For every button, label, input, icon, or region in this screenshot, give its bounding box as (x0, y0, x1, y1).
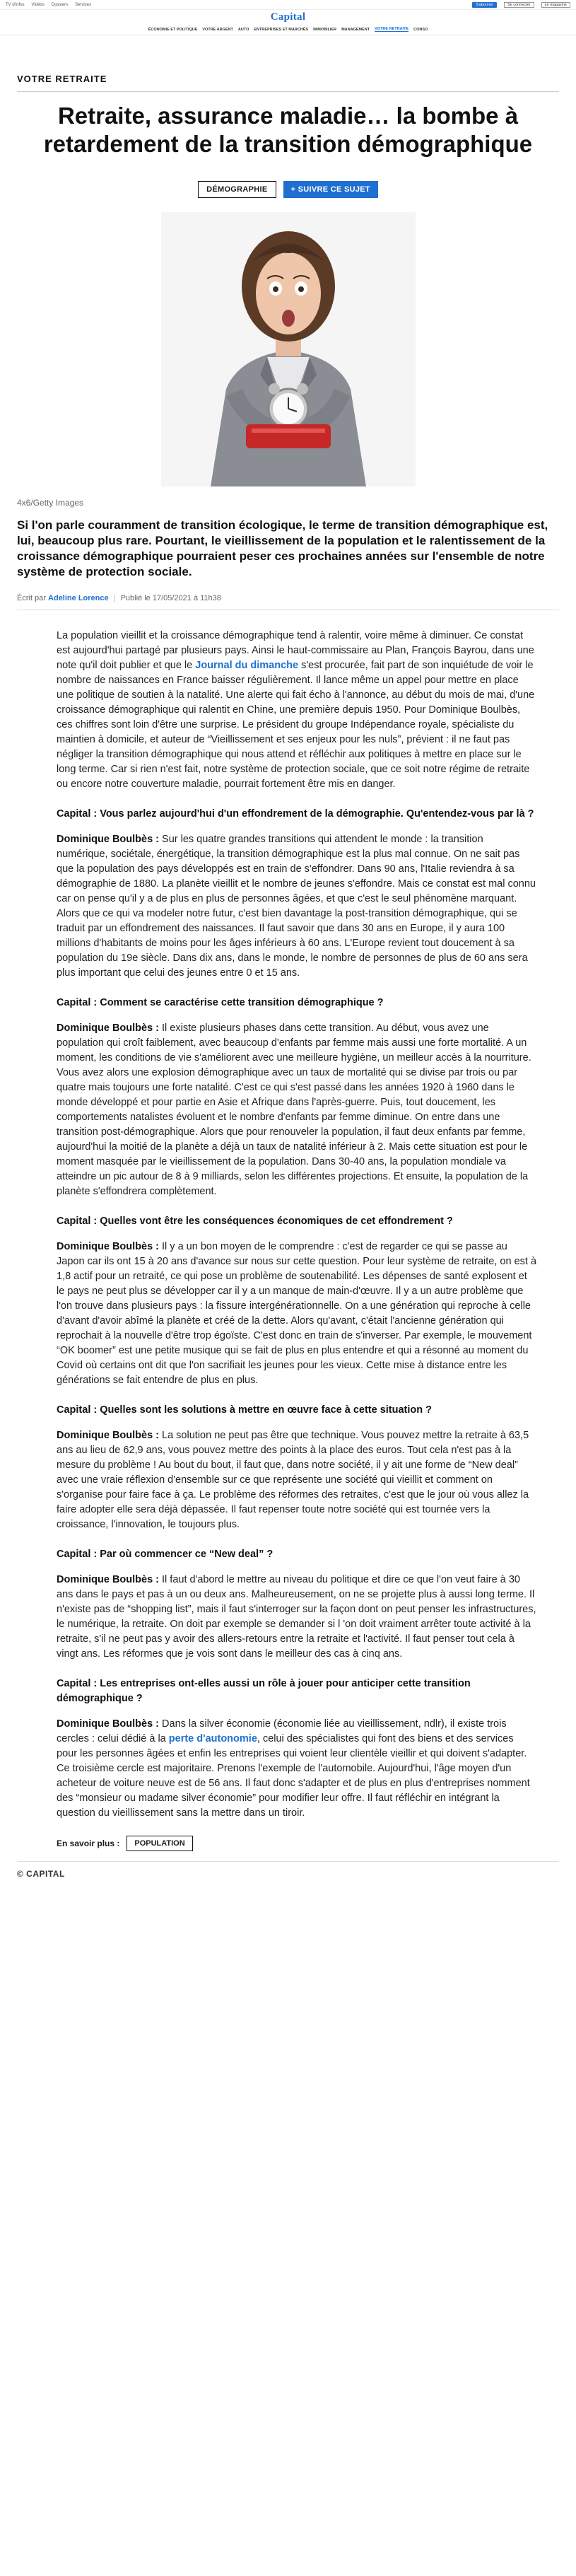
photo-illustration (161, 212, 416, 486)
section-label[interactable]: VOTRE RETRAITE (17, 74, 107, 84)
footer-copyright: © CAPITAL (17, 1869, 65, 1879)
topic-row (17, 181, 559, 198)
speaker-name: Dominique Boulbès : (57, 1574, 159, 1585)
nav-item[interactable]: CONSO (413, 27, 428, 32)
article-photo (161, 212, 416, 486)
utility-link[interactable]: TV d'infos (6, 2, 25, 7)
site-logo[interactable]: Capital (270, 11, 306, 23)
utility-link[interactable]: Services (75, 2, 92, 7)
related-topics (0, 1836, 576, 1851)
byline (17, 594, 559, 602)
follow-topic-button[interactable]: + SUIVRE CE SUJET (283, 181, 378, 198)
nav-item[interactable]: AUTO (237, 27, 249, 32)
nav-item[interactable]: IMMOBILIER (313, 27, 337, 32)
speaker-name: Dominique Boulbès : (57, 834, 159, 845)
byline-prefix: Écrit par (17, 594, 46, 602)
publish-date: Publié le 17/05/2021 à 11h38 (120, 594, 221, 602)
masthead (0, 10, 576, 24)
byline-separator: | (113, 594, 116, 602)
related-tag[interactable]: POPULATION (127, 1836, 192, 1851)
interview-answer: Dominique Boulbès : La solution ne peut pas être que technique. Vous pouvez mettre la retraite à 63,5 ans au lieu de 62,9 ans, vous pouvez mettre des points à la place des euros. Tout cela n'est pas à la mesure du problème ! Au bout du bout, il faut que, dans notre société, il y ait une forme de “New deal” avec une vraie réflexion d'ensemble sur ce que représente une société qui vieillit et comment on s'organise pour faire face à ça. Le problème des réformes des retraites, c'est que le jour où vous allez la faire adopter elle sera déjà dépassée. Il faut repenser toute notre société qui est tournée vers la croissance, l'innovation, le toujours plus. (57, 1430, 529, 1530)
intro-paragraph: La population vieillit et la croissance démographique tend à ralentir, voire même à diminuer. Ce constat est aujourd'hui partagé par plusieurs pays. Ainsi le haut-commissaire au Plan, François Bayrou, dans une note qu'il doit publier et que le Journal du dimanche s'est procurée, fait part de son inquiétude de voir le nombre de naissances en France baisser régulièrement. Il lance même un appel pour mettre en place une politique de soutien à la natalité. Une alerte qui fait écho à l'annonce, au début du mois de mai, d'une croissance démographique qui ralentit en Chine, une première depuis 1950. Pour Dominique Boulbès, ces chiffres sont loin d'être une surprise. Le président du groupe Indépendance royale, spécialiste du maintien à domicile, et auteur de “Vieillissement et ses enjeux pour les nuls”, prévient : il ne faut pas négliger la transition démographique qui nous attend et réfléchir aux politiques à mettre en place sur le long terme. Car si rien n'est fait, notre système de protection sociale, que ce soit notre régime de retraite ou encore notre couverture maladie, pourrait fortement être mis en danger. (57, 630, 535, 790)
interview-answer: Dominique Boulbès : Il existe plusieurs phases dans cette transition. Au début, vous avez une population qui croît faiblement, avec beaucoup d'enfants par femme mais aussi une forte mortalité. A un moment, les conditions de vie s'améliorent avec une meilleure hygiène, un meilleur accès à la nourriture. Vous avez alors une explosion démographique avec un taux de mortalité qui se divise par trois ou par quatre mais toujours une forte natalité. C'est ce qui s'est passé dans les années 1920 à 1960 dans le monde développé et pour partie en Asie et Afrique dans l'après-guerre. Puis, tout doucement, les comportements natalistes évoluent et le nombre d'enfants par femme diminue. On entre dans une transition post-démographique. Alors que pour renouveler la population, il faut deux enfants par femme, aujourd'hui la moitié de la planète a déjà un taux de natalité inférieur à 2. Mais cette situation est pour le moment masquée par le vieillissement de la population. Dans 30-40 ans, la population mondiale va atteindre un pic autour de 8 à 9 milliards, selon les différentes projections. Et ensuite, la population de la planète s'effondrera complètement. (57, 1022, 531, 1197)
interview-question: Capital : Comment se caractérise cette transition démographique ? (57, 997, 384, 1008)
interview-answer: Dominique Boulbès : Sur les quatre grandes transitions qui attendent le monde : la transition numérique, sociétale, énergétique, la transition démographique est la plus mal connue. On ne sait pas que la population des pays développés est en train de s'effondrer. Dans 90 ans, l'Italie reviendra à sa démographie de 1880. La planète vieillit et le nombre de jeunes s'effondre. Mais ce constat est mal connu car on pense qu'il y a de plus en plus de personnes âgées, et que c'est le seul phénomène marquant. Alors que ce qui va modeler notre futur, c'est bien davantage la post-transition démographique, qui se traduit par un effondrement des naissances. Il faut savoir que dans 30 ans en Europe, il y aura 100 millions d'habitants de moins pour les âges inférieurs à 60 ans. L'Europe revient tout doucement à sa population du 19e siècle. Dans dix ans, dans le monde, le nombre de personnes de plus de 60 ans sera plus important que celui des jeunes entre 0 et 15 ans. (57, 834, 536, 979)
interview-question: Capital : Les entreprises ont-elles aussi un rôle à jouer pour anticiper cette transition démographique ? (57, 1678, 471, 1704)
speaker-name: Dominique Boulbès : (57, 1241, 159, 1252)
speaker-name: Dominique Boulbès : (57, 1718, 159, 1730)
interview-question: Capital : Quelles vont être les conséquences économiques de cet effondrement ? (57, 1216, 453, 1227)
login-button[interactable]: Se connecter (504, 2, 534, 8)
autonomy-link[interactable]: perte d'autonomie (168, 1733, 257, 1744)
speaker-name: Dominique Boulbès : (57, 1430, 159, 1441)
nav-item-active[interactable]: VOTRE RETRAITE (375, 27, 409, 31)
interview-question: Capital : Quelles sont les solutions à mettre en œuvre face à cette situation ? (57, 1404, 432, 1416)
article-lead: Si l'on parle couramment de transition écologique, le terme de transition démographique est, lui, beaucoup plus rare. Pourtant, le vieillissement de la population et le ralentissement de la croissance démographique pourraient peser ces prochaines années sur l'ensemble de notre système de protection sociale. (17, 518, 548, 578)
author-link[interactable]: Adeline Lorence (48, 594, 109, 602)
interview-answer: Dominique Boulbès : Dans la silver économie (économie liée au vieillissement, ndlr), il existe trois cercles : celui dédié à la perte d'autonomie, celui des spécialistes qui font des biens et des services pour les personnes âgées et enfin les entreprises qui voient leur clientèle vieillir et qui doivent s'adapter. Ce troisième cercle est majoritaire. Prenons l'exemple de l'automobile. Aujourd'hui, l'âge moyen d'un acheteur de voiture neuve est de 56 ans. Il faut donc s'adapter et de plus en plus d'entreprises nomment des “monsieur ou madame silver économie” pour modifier leur offre. Il faut réfléchir en intégrant la question du vieillissement sans la mettre dans un tiroir. (57, 1718, 530, 1819)
nav-item[interactable]: VOTRE ARGENT (202, 27, 233, 32)
interview-answer: Dominique Boulbès : Il y a un bon moyen de le comprendre : c'est de regarder ce qui se passe au Japon car ils ont 15 à 20 ans d'avance sur nous sur cette question. Pour leur système de retraite, on est à 1,8 actif pour un retraité, ce qui pose un problème de soutenabilité. Les dépenses de santé explosent et le pays ne peut plus se développer car il y a un manque de main-d'œuvre. Il y a un autre problème que l'on trouve dans plusieurs pays : la fissure intergénérationnelle. On a une génération qui reproche à celle d'avant d'avoir abîmé la planète et créé de la dette. Alors qu'avant, c'était l'ancienne génération qui reprochait à la nouvelle d'être trop égoïste. C'est donc en train de s'inverser. Par exemple, le mouvement “OK boomer” est une petite musique qui se fait de plus en plus entendre et qui a résonné au moment du Covid où certains ont dit que l'on sacrifiait les jeunes pour les vieux. Cette mise à distance entre les générations se fait entendre de plus en plus. (57, 1241, 537, 1386)
divider (17, 1861, 559, 1862)
subscribe-button[interactable]: S'abonner (472, 2, 497, 8)
utility-link[interactable]: Dossiers (51, 2, 69, 7)
interview-question: Capital : Vous parlez aujourd'hui d'un effondrement de la démographie. Qu'entendez-vous par là ? (57, 808, 534, 820)
topic-tag[interactable]: DÉMOGRAPHIE (198, 181, 276, 198)
article (0, 74, 576, 610)
related-label: En savoir plus : (57, 1838, 120, 1848)
utility-link[interactable]: Vidéos (31, 2, 45, 7)
speaker-name: Dominique Boulbès : (57, 1022, 159, 1034)
nav-item[interactable]: ENTREPRISES ET MARCHÉS (254, 27, 309, 32)
interview-answer: Dominique Boulbès : Il faut d'abord le mettre au niveau du politique et dire ce que l'on veut faire à 30 ans dans le pays et pas à un ou deux ans. Malheureusement, on ne se projette plus à aussi long terme. Il n'existe pas de “shopping list”, mais il faut s'interroger sur la façon dont on peut penser les infrastructures, le numérique, la retraite. On doit par exemple se demander si l 'on doit vraiment arrêter toute activité à la retraite, s'il ne peut pas y avoir des allers-retours entre la retraite et l'activité. Il faut penser tout cela à vingt ans. Les réformes que je vois sont dans le meilleur des cas à cinq ans. (57, 1574, 536, 1660)
article-title: Retraite, assurance maladie… la bombe à retardement de la transition démographique (43, 103, 533, 157)
nav-item[interactable]: ÉCONOMIE ET POLITIQUE (148, 27, 198, 32)
article-body (0, 629, 576, 1821)
photo-credit: 4x6/Getty Images (17, 498, 84, 508)
main-nav (0, 24, 576, 35)
utility-bar (0, 0, 576, 10)
divider (17, 91, 559, 92)
journal-link[interactable]: Journal du dimanche (195, 660, 299, 671)
interview-question: Capital : Par où commencer ce “New deal” ? (57, 1549, 274, 1560)
nav-item[interactable]: MANAGEMENT (341, 27, 370, 32)
magazine-button[interactable]: Le magazine (541, 2, 571, 8)
